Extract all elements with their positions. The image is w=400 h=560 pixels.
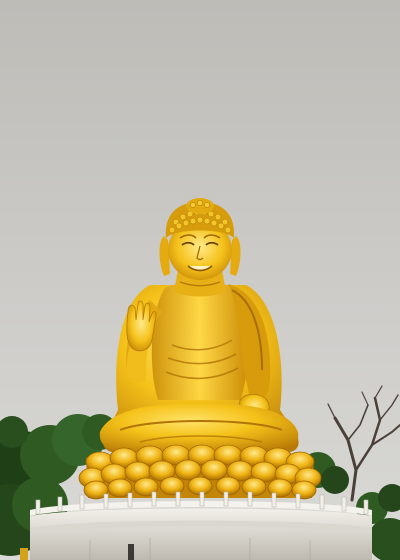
lotus-pedestal — [79, 445, 321, 499]
balustrade-platform — [30, 492, 372, 560]
left-edge-marker — [20, 548, 28, 560]
right-edge-foliage — [388, 520, 400, 560]
